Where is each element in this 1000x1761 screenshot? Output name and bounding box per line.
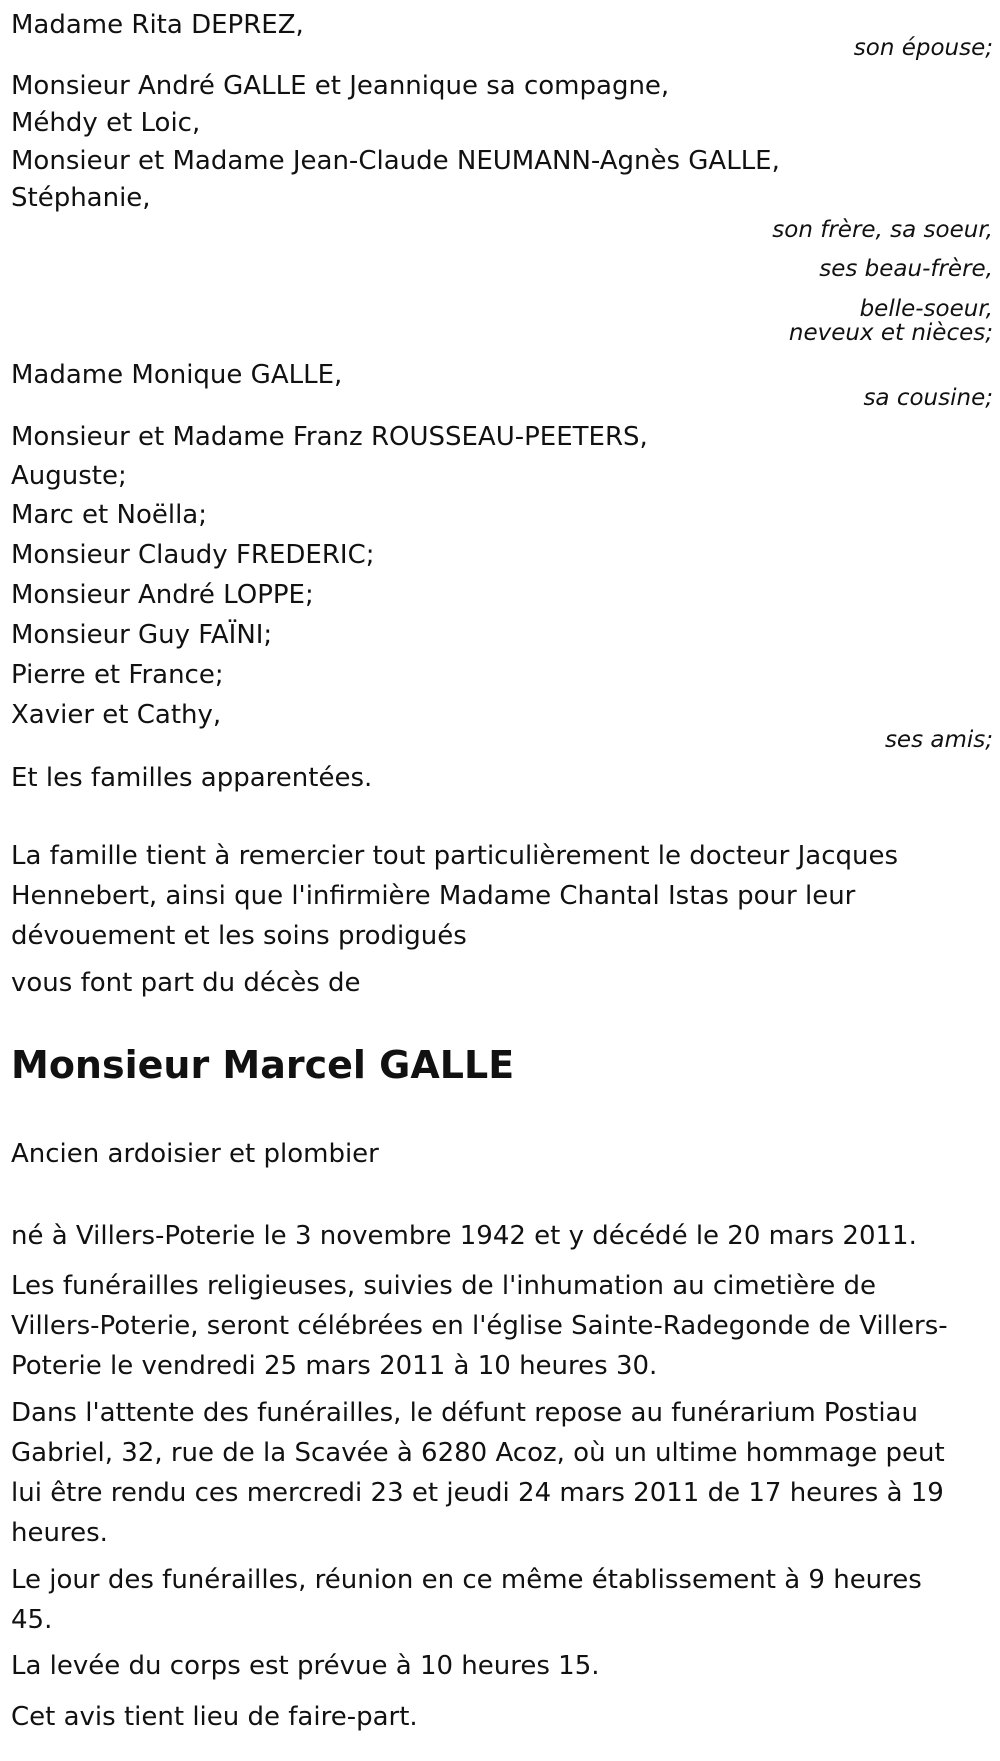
departure-info: La levée du corps est prévue à 10 heures 15.: [11, 1651, 600, 1681]
spouse-name: Madame Rita DEPREZ,: [11, 10, 304, 40]
birth-death-info: né à Villers-Poterie le 3 novembre 1942 et y décédé le 20 mars 2011.: [11, 1221, 917, 1251]
friend-name: Marc et Noëlla;: [11, 500, 207, 530]
meeting-info: Le jour des funérailles, réunion en ce même établissement à 9 heures 45.: [11, 1565, 922, 1635]
cousin-role: sa cousine;: [863, 385, 993, 411]
sibling-name: Monsieur André GALLE et Jeannique sa compagne,: [11, 71, 670, 101]
announce-text: vous font part du décès de: [11, 968, 361, 998]
siblings-role: son frère, sa soeur,: [772, 217, 993, 243]
deceased-occupation: Ancien ardoisier et plombier: [11, 1139, 379, 1169]
friend-name: Monsieur André LOPPE;: [11, 580, 314, 610]
spouse-role: son épouse;: [853, 35, 993, 61]
visitation-info: Dans l'attente des funérailles, le défunt repose au funérarium Postiau Gabriel, 32, rue de la Scavée à 6280 Acoz, où un ultime hommage peut lui être rendu ces mercredi 23 et jeudi 24 mars 2011 de 17 heures à 19 heures.: [11, 1398, 945, 1548]
sibling-name: Méhdy et Loic,: [11, 108, 201, 138]
siblings-role: neveux et nièces;: [788, 320, 993, 346]
thanks-paragraph: La famille tient à remercier tout particulièrement le docteur Jacques Hennebert, ainsi que l'infirmière Madame Chantal Istas pour leur dévouement et les soins prodigués: [11, 841, 899, 951]
siblings-role: ses beau-frère,: [819, 256, 993, 282]
deceased-name: Monsieur Marcel GALLE: [11, 1043, 515, 1087]
friend-name: Pierre et France;: [11, 660, 224, 690]
friend-name: Monsieur et Madame Franz ROUSSEAU-PEETERS,: [11, 422, 648, 452]
sibling-name: Stéphanie,: [11, 183, 151, 213]
friends-role: ses amis;: [884, 727, 993, 753]
friend-name: Monsieur Guy FAÏNI;: [11, 620, 273, 650]
cousin-name: Madame Monique GALLE,: [11, 360, 343, 390]
related-families: Et les familles apparentées.: [11, 763, 373, 793]
closing-note: Cet avis tient lieu de faire-part.: [11, 1702, 418, 1732]
funeral-info: Les funérailles religieuses, suivies de l'inhumation au cimetière de Villers-Poterie, seront célébrées en l'église Sainte-Radegonde de Villers-Poterie le vendredi 25 mars 2011 à 10 heures 30.: [11, 1271, 948, 1381]
siblings-role: belle-soeur,: [859, 296, 993, 322]
friend-name: Monsieur Claudy FREDERIC;: [11, 540, 375, 570]
friend-name: Xavier et Cathy,: [11, 700, 222, 730]
sibling-name: Monsieur et Madame Jean-Claude NEUMANN-Agnès GALLE,: [11, 146, 780, 176]
friend-name: Auguste;: [11, 461, 127, 491]
